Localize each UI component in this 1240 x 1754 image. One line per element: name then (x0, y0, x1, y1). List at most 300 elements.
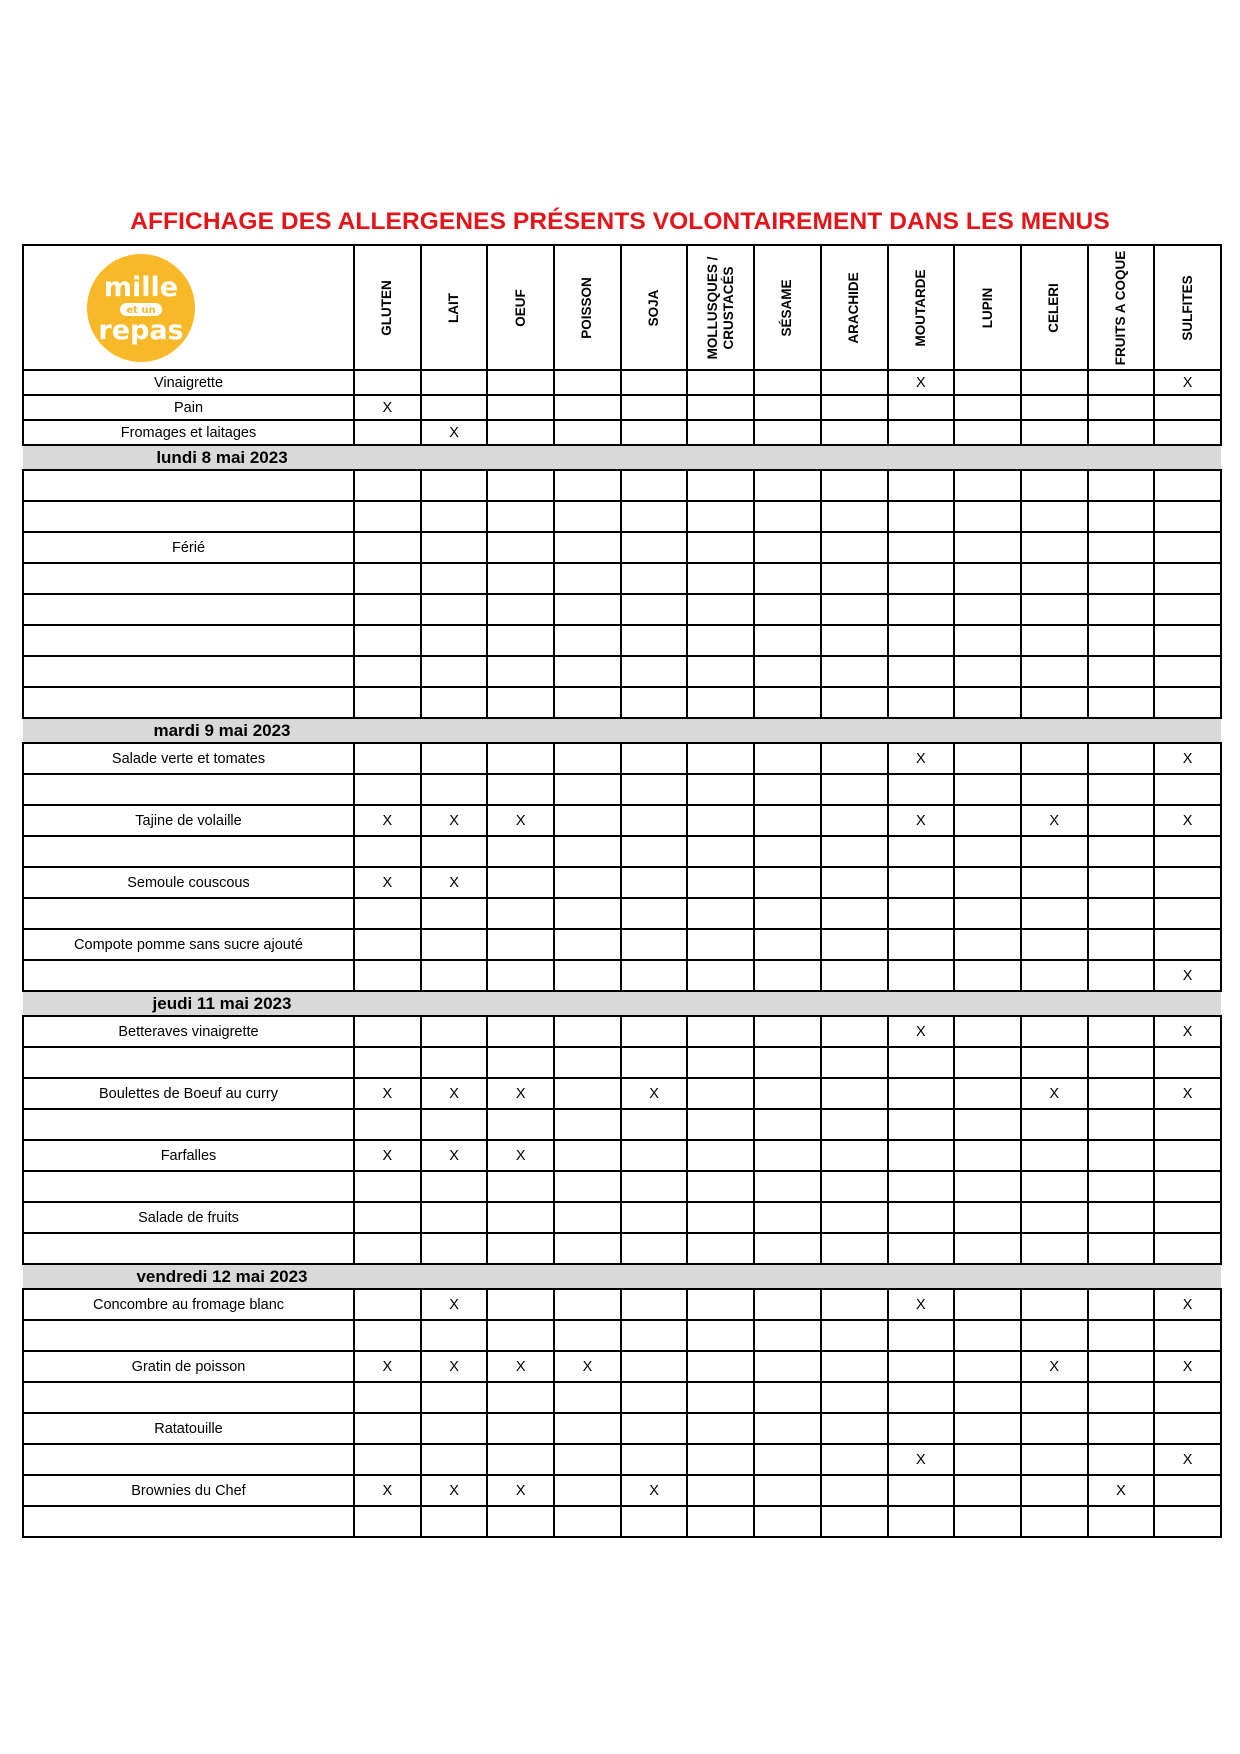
allergen-mark-poisson (554, 898, 621, 929)
allergen-mark-oeuf (487, 1320, 554, 1351)
allergen-mark-lupin (954, 1382, 1021, 1413)
allergen-mark-oeuf (487, 929, 554, 960)
allergen-mark-oeuf (487, 1109, 554, 1140)
allergen-mark-lupin (954, 1351, 1021, 1382)
allergen-mark-oeuf (487, 898, 554, 929)
allergen-mark-soja (621, 1140, 688, 1171)
allergen-mark-celeri (1021, 1016, 1088, 1047)
allergen-header-label (1113, 250, 1129, 365)
allergen-mark-sesame (754, 929, 821, 960)
allergen-mark-fruits-a-coque (1088, 743, 1155, 774)
allergen-mark-sulfites (1154, 1171, 1221, 1202)
allergen-mark-moutarde (888, 625, 955, 656)
allergen-mark-mollusques-crustaces (687, 1202, 754, 1233)
allergen-mark-moutarde (888, 1171, 955, 1202)
allergen-mark-gluten (354, 501, 421, 532)
allergen-mark-gluten (354, 594, 421, 625)
day-header-row (23, 1264, 1221, 1289)
allergen-mark-sesame (754, 594, 821, 625)
allergen-mark-lait (421, 929, 488, 960)
allergen-mark-mollusques-crustaces (687, 501, 754, 532)
allergen-header-fruits-a-coque (1088, 245, 1155, 370)
allergen-mark-poisson (554, 395, 621, 420)
allergen-mark-poisson (554, 532, 621, 563)
allergen-mark-oeuf (487, 594, 554, 625)
allergen-mark-oeuf (487, 1289, 554, 1320)
allergen-mark-sesame (754, 1289, 821, 1320)
dish-name (23, 836, 354, 867)
allergen-mark-lupin (954, 1078, 1021, 1109)
allergen-mark-lait: X (421, 1351, 488, 1382)
day-label: lundi 8 mai 2023 (156, 447, 288, 467)
allergen-mark-lait: X (421, 1078, 488, 1109)
allergen-mark-lupin (954, 656, 1021, 687)
allergen-header-label (980, 287, 996, 328)
allergen-header-text: SULFITES (1179, 274, 1195, 341)
allergen-mark-lait (421, 501, 488, 532)
allergen-mark-lait: X (421, 867, 488, 898)
allergen-mark-sesame (754, 1475, 821, 1506)
allergen-mark-gluten (354, 687, 421, 718)
allergen-mark-mollusques-crustaces (687, 1233, 754, 1264)
allergen-mark-mollusques-crustaces (687, 470, 754, 501)
allergen-mark-poisson (554, 594, 621, 625)
allergen-mark-oeuf (487, 1506, 554, 1537)
allergen-mark-oeuf (487, 470, 554, 501)
allergen-mark-poisson (554, 960, 621, 991)
logo-text-repas: repas (98, 315, 184, 346)
allergen-mark-fruits-a-coque (1088, 594, 1155, 625)
dish-name: Salade de fruits (23, 1202, 354, 1233)
allergen-mark-moutarde: X (888, 370, 955, 395)
allergen-header-gluten (354, 245, 421, 370)
allergen-mark-celeri (1021, 898, 1088, 929)
allergen-header-label (1180, 275, 1196, 340)
allergen-mark-sesame (754, 1202, 821, 1233)
allergen-mark-oeuf (487, 1382, 554, 1413)
allergen-mark-poisson (554, 805, 621, 836)
allergen-mark-soja (621, 1016, 688, 1047)
allergen-mark-fruits-a-coque (1088, 1444, 1155, 1475)
allergen-mark-sulfites (1154, 1233, 1221, 1264)
allergen-mark-gluten (354, 1320, 421, 1351)
allergen-mark-celeri (1021, 656, 1088, 687)
table-row (23, 1047, 1221, 1078)
allergen-mark-poisson (554, 687, 621, 718)
allergen-mark-sesame (754, 1351, 821, 1382)
allergen-mark-lupin (954, 625, 1021, 656)
allergen-mark-oeuf (487, 1171, 554, 1202)
allergen-mark-sulfites (1154, 532, 1221, 563)
allergen-mark-lait (421, 774, 488, 805)
dish-name: Compote pomme sans sucre ajouté (23, 929, 354, 960)
allergen-mark-lupin (954, 774, 1021, 805)
allergen-mark-lupin (954, 898, 1021, 929)
allergen-mark-poisson (554, 1202, 621, 1233)
allergen-mark-moutarde (888, 867, 955, 898)
allergen-mark-arachide (821, 1202, 888, 1233)
allergen-mark-soja (621, 898, 688, 929)
allergen-mark-fruits-a-coque (1088, 1171, 1155, 1202)
allergen-mark-sulfites (1154, 898, 1221, 929)
allergen-mark-celeri (1021, 1506, 1088, 1537)
allergen-mark-celeri (1021, 1109, 1088, 1140)
allergen-mark-mollusques-crustaces (687, 594, 754, 625)
allergen-mark-lait (421, 395, 488, 420)
allergen-header-text: LAIT (446, 292, 462, 323)
table-row (23, 743, 1221, 774)
allergen-mark-oeuf: X (487, 1475, 554, 1506)
allergen-mark-fruits-a-coque (1088, 898, 1155, 929)
allergen-mark-sulfites: X (1154, 805, 1221, 836)
allergen-mark-lupin (954, 960, 1021, 991)
allergen-mark-soja (621, 774, 688, 805)
allergen-mark-soja (621, 1289, 688, 1320)
allergen-header-mollusques-crustaces (687, 245, 754, 370)
allergen-mark-arachide (821, 470, 888, 501)
allergen-mark-sulfites (1154, 1475, 1221, 1506)
allergen-mark-lait (421, 1382, 488, 1413)
allergen-mark-celeri (1021, 1202, 1088, 1233)
allergen-mark-lupin (954, 1506, 1021, 1537)
allergen-mark-lupin (954, 370, 1021, 395)
allergen-mark-sesame (754, 1444, 821, 1475)
allergen-mark-moutarde (888, 420, 955, 445)
allergen-mark-lupin (954, 743, 1021, 774)
allergen-mark-arachide (821, 594, 888, 625)
allergen-mark-gluten (354, 532, 421, 563)
table-row (23, 1109, 1221, 1140)
allergen-mark-soja (621, 1382, 688, 1413)
allergen-mark-gluten: X (354, 1140, 421, 1171)
allergen-header-label (513, 289, 529, 327)
allergen-mark-moutarde: X (888, 1016, 955, 1047)
allergen-mark-gluten (354, 929, 421, 960)
allergen-mark-mollusques-crustaces (687, 960, 754, 991)
allergen-mark-soja (621, 370, 688, 395)
allergen-mark-gluten (354, 625, 421, 656)
dish-name (23, 960, 354, 991)
allergen-mark-gluten: X (354, 805, 421, 836)
allergen-header-poisson (554, 245, 621, 370)
allergen-mark-poisson (554, 929, 621, 960)
allergen-mark-sulfites: X (1154, 960, 1221, 991)
header-row (23, 245, 1221, 370)
allergen-mark-arachide (821, 1047, 888, 1078)
dish-name (23, 1047, 354, 1078)
table-row (23, 1382, 1221, 1413)
allergen-mark-soja (621, 563, 688, 594)
allergen-mark-fruits-a-coque (1088, 867, 1155, 898)
dish-name (23, 1382, 354, 1413)
allergen-mark-moutarde (888, 774, 955, 805)
allergen-mark-lupin (954, 594, 1021, 625)
allergen-mark-lait (421, 532, 488, 563)
allergen-mark-gluten (354, 1047, 421, 1078)
allergen-mark-oeuf (487, 687, 554, 718)
allergen-mark-lait (421, 1444, 488, 1475)
allergen-header-text: GLUTEN (379, 279, 395, 336)
table-row (23, 370, 1221, 395)
table-row (23, 470, 1221, 501)
allergen-mark-lupin (954, 470, 1021, 501)
dish-name (23, 1109, 354, 1140)
allergen-header-text: SOJA (646, 289, 662, 326)
allergen-header-lupin (954, 245, 1021, 370)
allergen-mark-sulfites (1154, 867, 1221, 898)
allergen-mark-moutarde (888, 836, 955, 867)
allergen-header-text: CRUSTACÉS (720, 265, 736, 350)
allergen-header-text: MOUTARDE (912, 269, 928, 346)
allergen-mark-moutarde (888, 1475, 955, 1506)
allergen-mark-sulfites (1154, 929, 1221, 960)
dish-name (23, 594, 354, 625)
allergen-mark-sulfites: X (1154, 1016, 1221, 1047)
allergen-mark-lupin (954, 1444, 1021, 1475)
allergen-header-label (579, 277, 595, 339)
allergen-mark-gluten: X (354, 395, 421, 420)
allergen-mark-mollusques-crustaces (687, 743, 754, 774)
table-row (23, 532, 1221, 563)
allergen-mark-poisson (554, 836, 621, 867)
allergen-header-text: ARACHIDE (846, 271, 862, 344)
allergen-mark-fruits-a-coque (1088, 836, 1155, 867)
table-row (23, 1233, 1221, 1264)
allergen-mark-oeuf (487, 370, 554, 395)
allergen-mark-lupin (954, 687, 1021, 718)
allergen-mark-gluten (354, 1171, 421, 1202)
day-header-cell (23, 991, 1221, 1016)
allergen-mark-poisson (554, 370, 621, 395)
allergen-mark-oeuf (487, 836, 554, 867)
allergen-mark-arachide (821, 1078, 888, 1109)
allergen-mark-oeuf (487, 743, 554, 774)
allergen-mark-lait: X (421, 805, 488, 836)
allergen-mark-poisson (554, 563, 621, 594)
allergen-header-label (705, 256, 737, 359)
allergen-mark-gluten (354, 420, 421, 445)
table-row (23, 395, 1221, 420)
dish-name (23, 470, 354, 501)
allergen-mark-sulfites (1154, 687, 1221, 718)
allergen-mark-sesame (754, 1506, 821, 1537)
allergen-mark-arachide (821, 1475, 888, 1506)
allergen-mark-celeri (1021, 929, 1088, 960)
allergen-mark-moutarde (888, 1413, 955, 1444)
allergen-mark-soja (621, 625, 688, 656)
allergen-mark-soja (621, 1351, 688, 1382)
allergen-mark-gluten (354, 656, 421, 687)
allergen-mark-mollusques-crustaces (687, 867, 754, 898)
allergen-mark-poisson (554, 1475, 621, 1506)
allergen-mark-lupin (954, 420, 1021, 445)
table-row (23, 1016, 1221, 1047)
allergen-mark-lait (421, 1413, 488, 1444)
allergen-header-label (1046, 283, 1062, 333)
allergen-header-label (446, 293, 462, 323)
allergen-mark-poisson (554, 1382, 621, 1413)
allergen-mark-gluten (354, 1109, 421, 1140)
day-header-cell (23, 718, 1221, 743)
allergen-mark-mollusques-crustaces (687, 395, 754, 420)
allergen-mark-sulfites (1154, 1047, 1221, 1078)
allergen-mark-mollusques-crustaces (687, 1382, 754, 1413)
allergen-mark-sulfites: X (1154, 1289, 1221, 1320)
allergen-mark-fruits-a-coque (1088, 929, 1155, 960)
allergen-mark-sesame (754, 656, 821, 687)
day-header-row (23, 445, 1221, 470)
allergen-mark-lait (421, 1047, 488, 1078)
allergen-mark-poisson (554, 1171, 621, 1202)
allergen-mark-fruits-a-coque (1088, 805, 1155, 836)
allergen-mark-celeri (1021, 563, 1088, 594)
allergen-mark-moutarde (888, 1382, 955, 1413)
allergen-mark-celeri: X (1021, 1078, 1088, 1109)
dish-name (23, 1233, 354, 1264)
allergen-mark-sesame (754, 532, 821, 563)
allergen-mark-soja (621, 805, 688, 836)
allergen-mark-oeuf (487, 625, 554, 656)
allergen-mark-celeri (1021, 501, 1088, 532)
day-header-cell (23, 1264, 1221, 1289)
allergen-mark-sesame (754, 1382, 821, 1413)
dish-name (23, 774, 354, 805)
allergen-mark-gluten (354, 1382, 421, 1413)
allergen-mark-sulfites (1154, 420, 1221, 445)
allergen-mark-sesame (754, 898, 821, 929)
allergen-mark-poisson (554, 420, 621, 445)
allergen-mark-moutarde (888, 1506, 955, 1537)
allergen-mark-poisson (554, 656, 621, 687)
allergen-mark-fruits-a-coque (1088, 625, 1155, 656)
allergen-mark-sesame (754, 370, 821, 395)
allergen-mark-soja (621, 836, 688, 867)
dish-name: Vinaigrette (23, 370, 354, 395)
dish-name (23, 1171, 354, 1202)
allergen-mark-arachide (821, 1351, 888, 1382)
allergen-mark-fruits-a-coque (1088, 774, 1155, 805)
allergen-mark-moutarde (888, 594, 955, 625)
allergen-mark-soja (621, 743, 688, 774)
allergen-mark-fruits-a-coque (1088, 687, 1155, 718)
allergen-mark-lupin (954, 836, 1021, 867)
table-row (23, 836, 1221, 867)
table-row (23, 501, 1221, 532)
table-row (23, 656, 1221, 687)
allergen-mark-gluten (354, 1413, 421, 1444)
allergen-mark-sesame (754, 563, 821, 594)
allergen-mark-soja (621, 1444, 688, 1475)
allergen-mark-mollusques-crustaces (687, 929, 754, 960)
allergen-mark-sulfites (1154, 563, 1221, 594)
dish-name (23, 656, 354, 687)
allergen-mark-lait (421, 687, 488, 718)
day-label: vendredi 12 mai 2023 (136, 1266, 308, 1286)
allergen-mark-moutarde (888, 501, 955, 532)
allergen-mark-sulfites (1154, 836, 1221, 867)
allergen-mark-fruits-a-coque (1088, 1320, 1155, 1351)
allergen-mark-sulfites (1154, 1140, 1221, 1171)
allergen-mark-moutarde (888, 1140, 955, 1171)
allergen-mark-lupin (954, 1171, 1021, 1202)
allergen-header-moutarde (888, 245, 955, 370)
allergen-mark-lupin (954, 1289, 1021, 1320)
allergen-mark-gluten: X (354, 1475, 421, 1506)
allergen-header-label (779, 279, 795, 336)
logo-text-mille: mille (103, 272, 179, 303)
allergen-mark-arachide (821, 1444, 888, 1475)
allergen-mark-gluten (354, 370, 421, 395)
allergen-mark-poisson (554, 1320, 621, 1351)
allergen-header-oeuf (487, 245, 554, 370)
day-header-row (23, 718, 1221, 743)
table-row (23, 1078, 1221, 1109)
allergen-mark-sulfites (1154, 656, 1221, 687)
allergen-mark-fruits-a-coque (1088, 1078, 1155, 1109)
allergen-mark-mollusques-crustaces (687, 1171, 754, 1202)
allergen-mark-sulfites (1154, 395, 1221, 420)
allergen-mark-oeuf (487, 1413, 554, 1444)
allergen-mark-arachide (821, 370, 888, 395)
allergen-mark-lait (421, 470, 488, 501)
table-row (23, 1171, 1221, 1202)
allergen-mark-moutarde: X (888, 743, 955, 774)
allergen-mark-mollusques-crustaces (687, 420, 754, 445)
dish-name: Brownies du Chef (23, 1475, 354, 1506)
allergen-mark-soja (621, 420, 688, 445)
allergen-mark-lait (421, 1109, 488, 1140)
allergen-mark-gluten (354, 1506, 421, 1537)
allergen-mark-lait (421, 1016, 488, 1047)
allergen-mark-gluten (354, 960, 421, 991)
allergen-mark-poisson (554, 501, 621, 532)
table-row (23, 805, 1221, 836)
allergen-mark-oeuf: X (487, 1078, 554, 1109)
table-row (23, 625, 1221, 656)
allergen-mark-lait (421, 1171, 488, 1202)
allergen-mark-poisson (554, 1016, 621, 1047)
allergen-mark-sulfites (1154, 1202, 1221, 1233)
allergen-mark-lupin (954, 395, 1021, 420)
allergen-mark-lupin (954, 929, 1021, 960)
allergen-mark-mollusques-crustaces (687, 1351, 754, 1382)
allergen-mark-soja (621, 532, 688, 563)
allergen-mark-mollusques-crustaces (687, 1413, 754, 1444)
allergen-mark-celeri (1021, 1233, 1088, 1264)
allergen-mark-moutarde (888, 656, 955, 687)
allergen-mark-arachide (821, 1171, 888, 1202)
allergen-mark-soja (621, 594, 688, 625)
allergen-mark-lait (421, 1506, 488, 1537)
dish-name (23, 501, 354, 532)
allergen-mark-celeri (1021, 594, 1088, 625)
allergen-mark-sulfites (1154, 1109, 1221, 1140)
allergen-mark-sesame (754, 1233, 821, 1264)
allergen-mark-fruits-a-coque: X (1088, 1475, 1155, 1506)
allergen-mark-mollusques-crustaces (687, 656, 754, 687)
allergen-mark-gluten: X (354, 1351, 421, 1382)
allergen-mark-soja (621, 1171, 688, 1202)
allergen-mark-oeuf (487, 960, 554, 991)
logo-cell (23, 245, 354, 370)
allergen-mark-oeuf: X (487, 805, 554, 836)
allergen-header-text: FRUITS A COQUE (1112, 250, 1128, 365)
allergen-mark-lait (421, 1233, 488, 1264)
allergen-mark-soja: X (621, 1475, 688, 1506)
allergen-mark-lupin (954, 867, 1021, 898)
allergen-mark-sulfites: X (1154, 370, 1221, 395)
allergen-mark-gluten: X (354, 1078, 421, 1109)
